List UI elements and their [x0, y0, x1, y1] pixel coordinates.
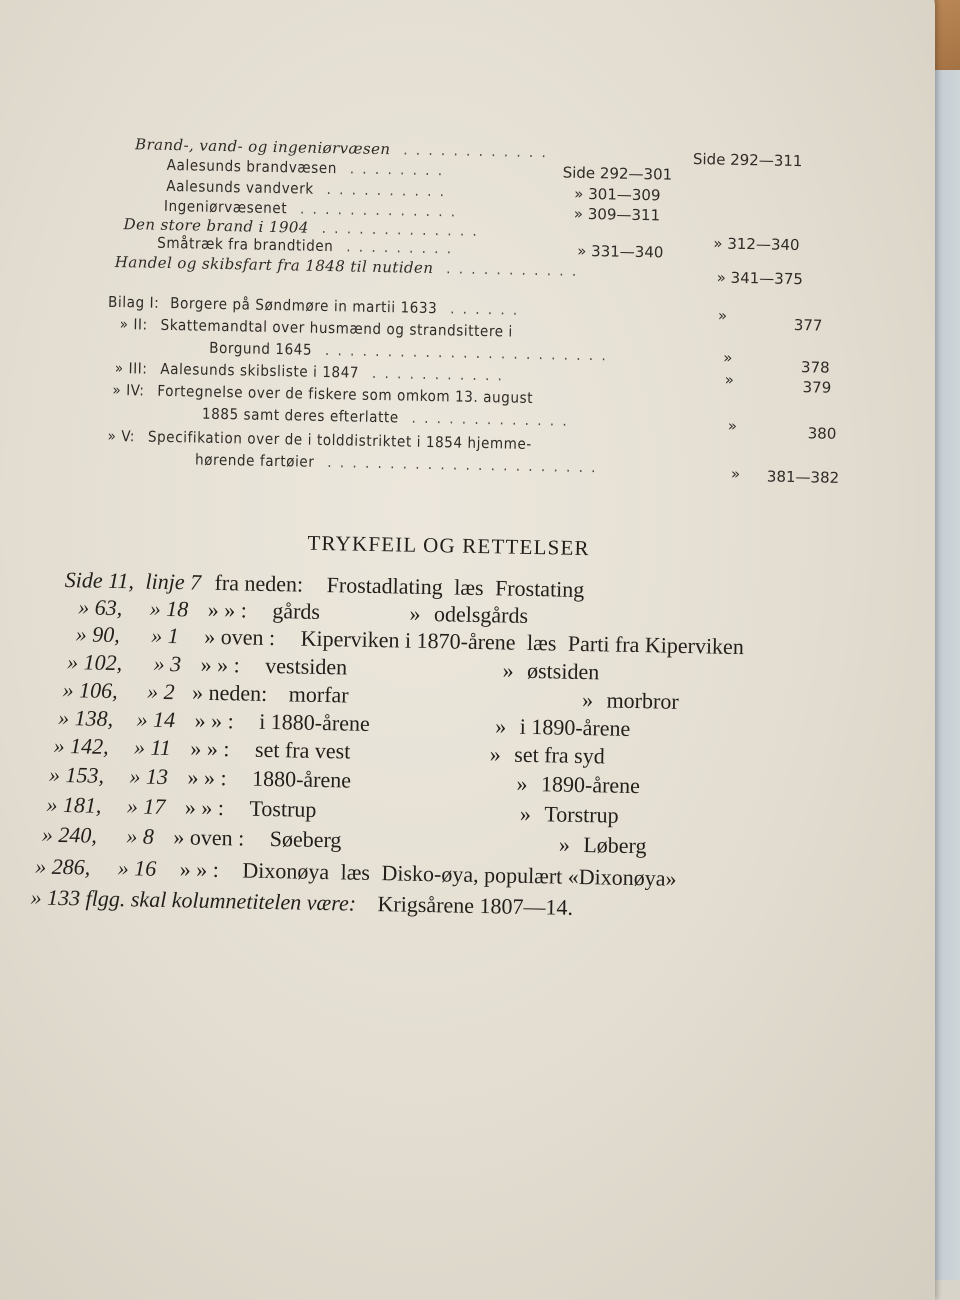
- bilag-page: 381—382: [766, 467, 840, 487]
- bilag-page: 380: [807, 424, 837, 443]
- toc-row: Aalesunds vandverk . . . . . . . . . .: [166, 176, 447, 201]
- errata-row: » 63, » 18 » » : gårds » odelsgårds: [78, 594, 529, 628]
- toc-page: » 341—375: [716, 268, 804, 289]
- bilag-mark: »: [727, 416, 738, 435]
- errata-row: » 153, » 13 » » : 1880-årene » 1890-årene: [48, 761, 641, 799]
- toc-row: Ingeniørvæsenet . . . . . . . . . . . . .: [163, 196, 458, 221]
- bilag-mark: »: [717, 306, 728, 325]
- errata-heading: TRYKFEIL OG RETTELSER: [307, 530, 590, 561]
- toc-row: Aalesunds brandvæsen . . . . . . . .: [166, 155, 445, 180]
- toc-page: » 331—340: [577, 241, 664, 262]
- bilag-row: Bilag I: Borgere på Søndmøre in martii 1633 . . . . . .: [107, 292, 520, 319]
- bilag-row: » IV: Fortegnelse over de fiskere som omkom 13. august: [112, 380, 534, 407]
- toc-page: Side 292—301: [562, 163, 673, 184]
- toc-page: Side 292—311: [692, 150, 803, 171]
- errata-row: » 90, » 1 » oven : Kiperviken i 1870-årene læs Parti fra Kiperviken: [75, 621, 745, 660]
- toc-page: » 309—311: [573, 204, 661, 225]
- bilag-page: 379: [802, 378, 832, 397]
- bilag-row: 1885 samt deres efterlatte . . . . . . . . . . . . .: [201, 404, 569, 430]
- bilag-row: hørende fartøier . . . . . . . . . . . . . . . . . . . . . .: [194, 450, 598, 477]
- errata-row: » 142, » 11 » » : set fra vest » set fra syd: [53, 732, 605, 769]
- errata-row: Side 11, linje 7 fra neden: Frostadlating læs Frostating: [64, 567, 585, 603]
- errata-row: » 286, » 16 » » : Dixonøya læs Disko-øya, populært «Dixonøya»: [35, 853, 677, 891]
- bilag-row: » V: Specifikation over de i tolddistriktet i 1854 hjemme-: [107, 426, 532, 453]
- errata-row: » 181, » 17 » » : Tostrup » Torstrup: [46, 791, 619, 828]
- toc-row: Handel og skibsfart fra 1848 til nutiden . . . . . . . . . . .: [114, 252, 579, 280]
- bilag-row: Borgund 1645 . . . . . . . . . . . . . . . . . . . . . . .: [209, 338, 608, 365]
- bilag-mark: »: [724, 370, 735, 389]
- errata-row: » 102, » 3 » » : vestsiden » østsiden: [66, 649, 600, 685]
- bilag-row: » II: Skattemandtal over husmænd og strandsittere i: [119, 315, 514, 341]
- toc-row: Den store brand i 1904 . . . . . . . . . . . . .: [123, 215, 479, 240]
- errata-row: » 138, » 14 » » : i 1880-årene » i 1890-årene: [57, 704, 631, 741]
- bilag-row: » III: Aalesunds skibsliste i 1847 . . . . . . . . . . .: [114, 358, 505, 385]
- toc-row: Småtræk fra brandtiden . . . . . . . . .: [157, 233, 454, 258]
- bilag-mark: »: [722, 348, 733, 367]
- bilag-page: 377: [793, 315, 823, 335]
- toc-page: » 312—340: [713, 234, 800, 255]
- errata-row: » 240, » 8 » oven : Søeberg » Løberg: [41, 821, 647, 859]
- toc-page: » 301—309: [574, 184, 661, 205]
- bilag-mark: »: [730, 464, 741, 483]
- errata-footer: » 133 flgg. skal kolumnetitelen være: Krigsårene 1807—14.: [30, 884, 574, 920]
- toc-row: Brand-, vand- og ingeniørvæsen . . . . . . . . . . . .: [134, 135, 549, 162]
- errata-row: » 106, » 2 » neden: morfar » morbror: [62, 677, 679, 714]
- bilag-page: 378: [800, 358, 830, 377]
